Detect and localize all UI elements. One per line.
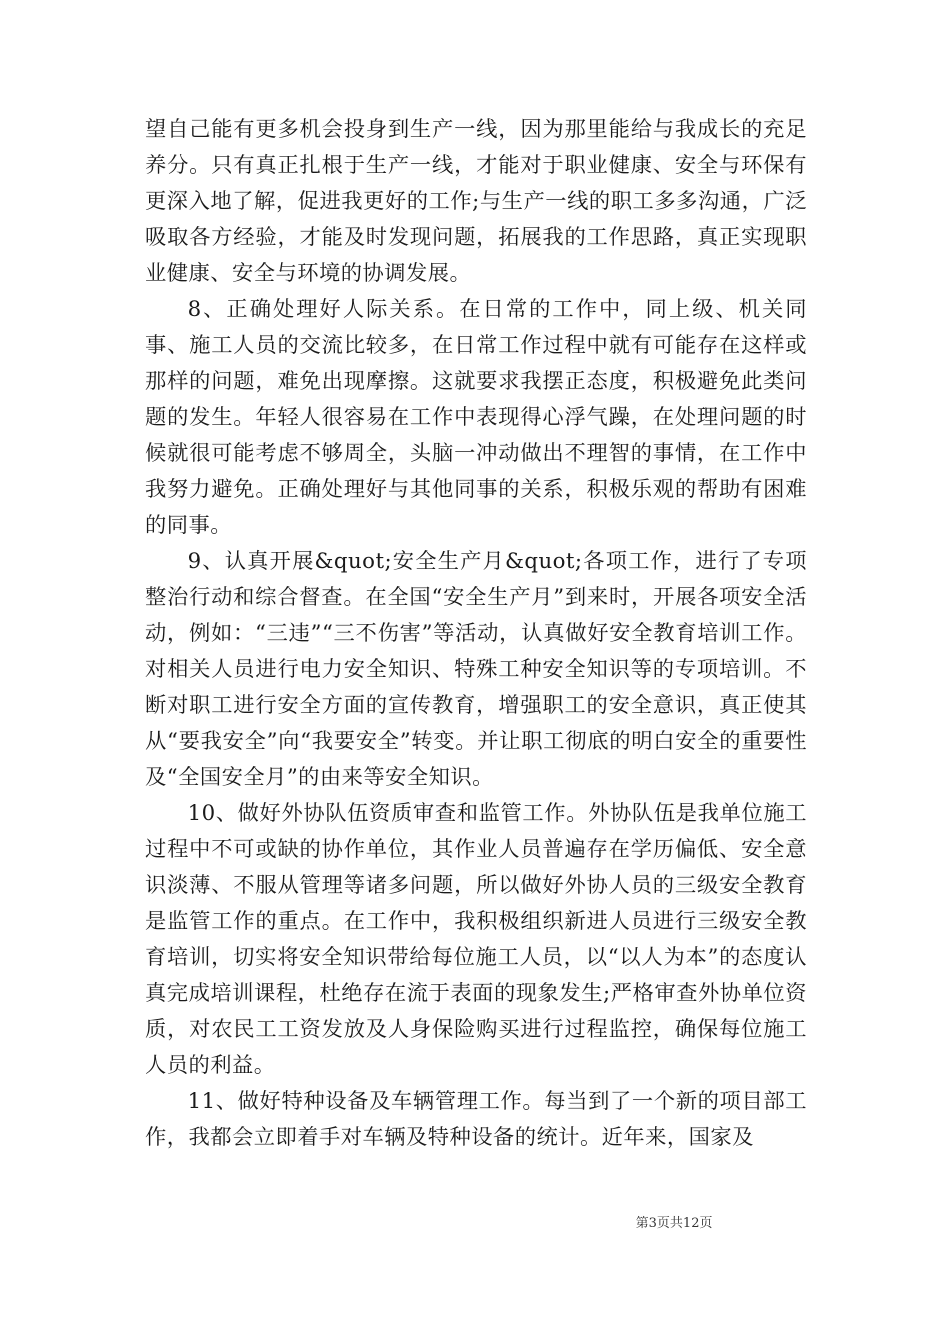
page-number: 第3页共12页 [635,1216,713,1231]
paragraph-item-8: 8、正确处理好人际关系。在日常的工作中，同上级、机关同事、施工人员的交流比较多，在日常工作过程中就有可能存在这样或那样的问题，难免出现摩擦。这就要求我摆正态度，积极避免此类问题的发生。年轻人很容易在工作中表现得心浮气躁，在处理问题的时候就很可能考虑不够周全，头脑一冲动做出不理智的事情，在工作中我努力避免。正确处理好与其他同事的关系，积极乐观的帮助有困难的同事。 [145,297,807,538]
page-footer [0,1212,950,1231]
paragraph-item-10: 10、做好外协队伍资质审查和监管工作。外协队伍是我单位施工过程中不可或缺的协作单位，其作业人员普遍存在学历偏低、安全意识淡薄、不服从管理等诸多问题，所以做好外协人员的三级安全教育是监管工作的重点。在工作中，我积极组织新进人员进行三级安全教育培训，切实将安全知识带给每位施工人员，以“以人为本”的态度认真完成培训课程，杜绝存在流于表面的现象发生;严格审查外协单位资质，对农民工工资发放及人身保险购买进行过程监控，确保每位施工人员的利益。 [145,801,807,1078]
paragraph-item-9: 9、认真开展&quot;安全生产月&quot;各项工作，进行了专项整治行动和综合督查。在全国“安全生产月”到来时，开展各项安全活动，例如：“三违”“三不伤害”等活动，认真做好安全教育培训工作。对相关人员进行电力安全知识、特殊工种安全知识等的专项培训。不断对职工进行安全方面的宣传教育，增强职工的安全意识，真正使其从“要我安全”向“我要安全”转变。并让职工彻底的明白安全的重要性及“全国安全月”的由来等安全知识。 [145,549,807,790]
paragraph-item-11: 11、做好特种设备及车辆管理工作。每当到了一个新的项目部工作，我都会立即着手对车辆及特种设备的统计。近年来，国家及 [145,1089,807,1150]
paragraph-continuation: 望自己能有更多机会投身到生产一线，因为那里能给与我成长的充足养分。只有真正扎根于生产一线，才能对于职业健康、安全与环保有更深入地了解，促进我更好的工作;与生产一线的职工多多沟通，广泛吸取各方经验，才能及时发现问题，拓展我的工作思路，真正实现职业健康、安全与环境的协调发展。 [145,117,807,286]
document-body [145,112,807,1156]
